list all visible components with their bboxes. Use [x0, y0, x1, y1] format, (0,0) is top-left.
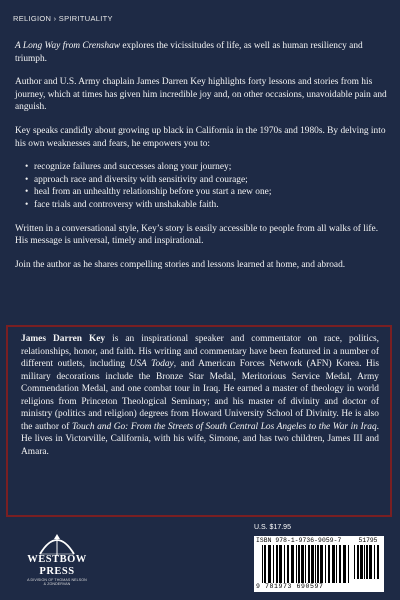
second-book-title: Touch and Go: From the Streets of South Central Los Angeles to the War in Iraq	[71, 421, 377, 432]
barcode-bar	[279, 545, 282, 583]
bio-text-3: . He lives in Victorville, California, with his wife, Simone, and has two children, James III and Amara.	[21, 421, 380, 457]
publisher-division: A DIVISION OF THOMAS NELSON & ZONDERVAN	[27, 578, 87, 587]
barcode-bar	[298, 545, 300, 583]
barcode-bar	[348, 545, 349, 583]
barcode-bar	[315, 545, 316, 583]
blurb-bullet-list	[15, 161, 387, 211]
blurb-intro-text: explores the vicissitudes of life, as well as human resiliency and triumph.	[15, 41, 363, 64]
barcode-bar	[343, 545, 346, 583]
blurb-paragraph-5: Join the author as he shares compelling stories and lessons learned at home, and abroad.	[15, 259, 346, 270]
blurb-paragraph-2: Author and U.S. Army chaplain James Darren Key highlights forty lessons and stories from his journey, which at times has given him incredible joy and, on other occasions, unavoidable pain and anguish.	[15, 77, 387, 113]
barcode-bar	[357, 545, 359, 579]
isbn-number: ISBN 978-1-9736-9059-7	[256, 537, 342, 544]
bullet-item: • approach race and diversity with sensitivity and courage;	[25, 174, 387, 187]
barcode-bar	[339, 545, 341, 583]
barcode-bar	[354, 545, 355, 579]
barcode-bar	[369, 545, 372, 579]
barcode-bar	[317, 545, 319, 583]
bullet-item: • heal from an unhealthy relationship before you start a new one;	[25, 186, 387, 199]
barcode-bar	[308, 545, 310, 583]
barcode-bar	[291, 545, 294, 583]
barcode-bar	[336, 545, 337, 583]
bullet-item: • face trials and controversy with unshakable faith.	[25, 199, 387, 212]
barcode-bar	[366, 545, 368, 579]
barcode-bar	[276, 545, 278, 583]
back-cover-blurb	[15, 40, 387, 282]
price-addon-code: 51795	[358, 537, 378, 544]
barcode-bar	[364, 545, 365, 579]
barcode-bar	[332, 545, 335, 583]
category-label: RELIGION › SPIRITUALITY	[13, 14, 113, 23]
barcode-bar	[268, 545, 271, 583]
blurb-intro	[15, 40, 387, 65]
ean-digits: 9 781973 690597	[256, 583, 324, 590]
bullet-item: • recognize failures and successes along your journey;	[25, 161, 387, 174]
isbn-barcode	[254, 536, 384, 592]
barcode-bar	[320, 545, 323, 583]
price-label: U.S. $17.95	[254, 524, 291, 531]
author-bio-box	[6, 325, 392, 517]
barcode-bar	[264, 545, 266, 583]
barcode-bar	[284, 545, 285, 583]
westbow-bow-icon	[34, 532, 80, 556]
addon-barcode-bars	[354, 545, 382, 579]
barcode-bar	[287, 545, 289, 583]
bio-text-2: , and American Forces Network (AFN) Korea. His military decorations include the Bronze Star Medal, Meritorious Service Medal, Army Commendation Medal, and one combat tour in Iraq. He earned a master of theology in world religions from Princeton Theological Seminary; and his master of divinity and doctor of ministry (politics and religion) degrees from Howard University School of Divinity. He is also the author of	[21, 359, 380, 432]
bio-text-1: is an inspirational speaker and commentator on race, politics, relationships, honor, and faith. His writing and commentary have been featured in a number of different outlets, including	[21, 334, 379, 369]
barcode-bars	[262, 545, 352, 583]
blurb-paragraph-3: Key speaks candidly about growing up black in California in the 1970s and 1980s. By delving into his own weaknesses and fears, he empowers you to:	[15, 125, 386, 149]
barcode-bar	[374, 545, 375, 579]
barcode-bar	[273, 545, 274, 583]
publisher-logo	[12, 532, 102, 592]
barcode-bar	[305, 545, 306, 583]
barcode-bar	[296, 545, 297, 583]
barcode-bar	[325, 545, 326, 583]
barcode-bar	[311, 545, 314, 583]
barcode-bar	[301, 545, 304, 583]
barcode-bar	[262, 545, 263, 583]
publisher-name: WESTBOW PRESS	[27, 554, 87, 577]
barcode-bar	[328, 545, 330, 583]
author-bio	[21, 333, 379, 458]
blurb-paragraph-4: Written in a conversational style, Key’s story is easily accessible to people from all walks of life. His message is universal, timely and inspirational.	[15, 223, 379, 247]
barcode-bar	[360, 545, 363, 579]
author-name: James Darren Key	[21, 334, 106, 344]
usa-today-title: USA Today	[129, 359, 174, 369]
book-title: A Long Way from Crenshaw	[15, 41, 121, 51]
barcode-bar	[377, 545, 379, 579]
